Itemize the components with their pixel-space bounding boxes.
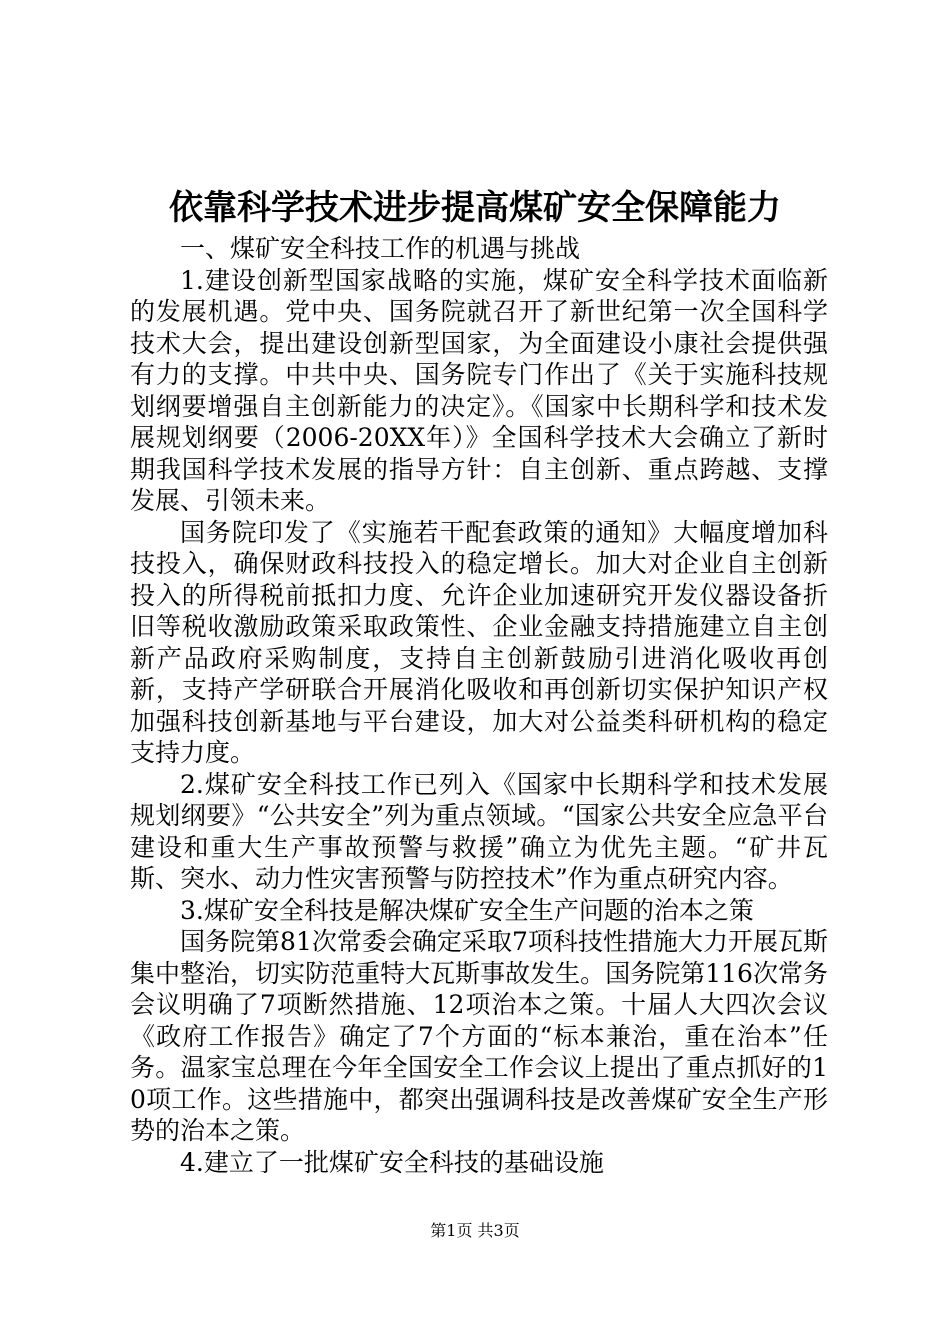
document-title: 依靠科学技术进步提高煤矿安全保障能力 bbox=[169, 188, 781, 228]
page-footer: 第1页 共3页 bbox=[430, 1221, 520, 1240]
document-body bbox=[130, 233, 828, 1178]
paragraph: 2.煤矿安全科技工作已列入《国家中长期科学和技术发展规划纲要》“公共安全”列为重点领域。“国家公共安全应急平台建设和重大生产事故预警与救援”确立为优先主题。“矿井瓦斯、突水、动力性灾害预警与防控技术”作为重点研究内容。 bbox=[130, 769, 828, 893]
subsection-heading: 4.建立了一批煤矿安全科技的基础设施 bbox=[180, 1147, 604, 1177]
paragraph: 国务院第81次常委会确定采取7项科技性措施大力开展瓦斯集中整治，切实防范重特大瓦斯事故发生。国务院第116次常务会议明确了7项断然措施、12项治本之策。十届人大四次会议《政府工作报告》确定了7个方面的“标本兼治，重在治本”任务。温家宝总理在今年全国安全工作会议上提出了重点抓好的10项工作。这些措施中，都突出强调科技是改善煤矿安全生产形势的治本之策。 bbox=[130, 927, 828, 1145]
subsection-heading: 3.煤矿安全科技是解决煤矿安全生产问题的治本之策 bbox=[180, 895, 754, 925]
section-heading: 一、煤矿安全科技工作的机遇与挑战 bbox=[180, 234, 581, 263]
paragraph: 1.建设创新型国家战略的实施，煤矿安全科学技术面临新的发展机遇。党中央、国务院就召开了新世纪第一次全国科学技术大会，提出建设创新型国家，为全面建设小康社会提供强有力的支撑。中共中央、国务院专门作出了《关于实施科技规划纲要增强自主创新能力的决定》。《国家中长期科学和技术发展规划纲要（2006-20XX年）》全国科学技术大会确立了新时期我国科学技术发展的指导方针：自主创新、重点跨越、支撑发展、引领未来。 bbox=[130, 265, 828, 515]
paragraph: 国务院印发了《实施若干配套政策的通知》大幅度增加科技投入，确保财政科技投入的稳定增长。加大对企业自主创新投入的所得税前抵扣力度、允许企业加速研究开发仪器设备折旧等税收激励政策采取政策性、企业金融支持措施建立自主创新产品政府采购制度，支持自主创新鼓励引进消化吸收再创新，支持产学研联合开展消化吸收和再创新切实保护知识产权加强科技创新基地与平台建设，加大对公益类科研机构的稳定支持力度。 bbox=[130, 517, 828, 767]
